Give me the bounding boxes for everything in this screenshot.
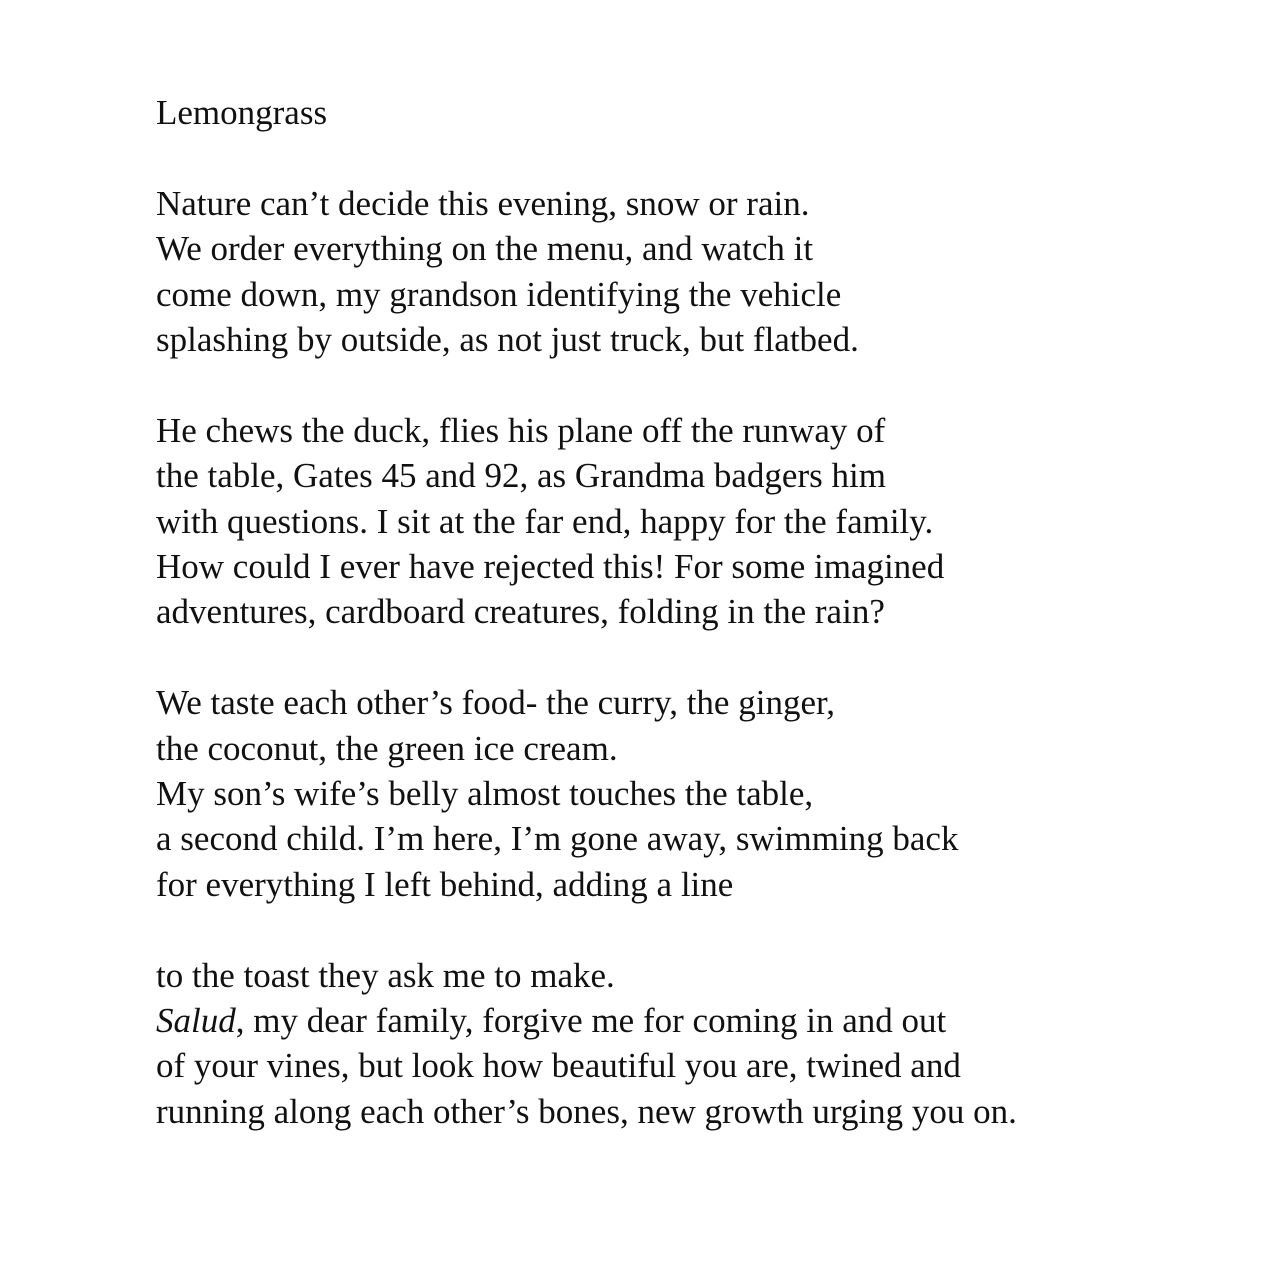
stanza-2	[156, 408, 1216, 635]
stanza-3	[156, 680, 1216, 907]
poem-line: We taste each other’s food- the curry, the ginger,	[156, 683, 835, 723]
poem-line: He chews the duck, flies his plane off the runway of	[156, 410, 886, 450]
poem-line: running along each other’s bones, new growth urging you on.	[156, 1091, 1017, 1131]
poem-line: My son’s wife’s belly almost touches the table,	[156, 774, 814, 814]
poem-line: the coconut, the green ice cream.	[156, 728, 618, 768]
poem-line: the table, Gates 45 and 92, as Grandma badgers him	[156, 456, 886, 496]
poem-line: a second child. I’m here, I’m gone away, swimming back	[156, 819, 959, 859]
poem-line: come down, my grandson identifying the vehicle	[156, 274, 842, 314]
poem-line: How could I ever have rejected this! For some imagined	[156, 547, 945, 587]
poem	[156, 90, 1216, 1134]
salud-rest: , my dear family, forgive me for coming in and out	[235, 1001, 947, 1041]
poem-line: We order everything on the menu, and watch it	[156, 229, 814, 269]
poem-line: splashing by outside, as not just truck, but flatbed.	[156, 320, 859, 359]
salud-italic: Salud	[156, 1001, 236, 1041]
poem-line-salud	[156, 998, 1216, 1043]
poem-line: for everything I left behind, adding a line	[156, 864, 734, 904]
poem-line: adventures, cardboard creatures, folding in the rain?	[156, 592, 885, 632]
poem-line: of your vines, but look how beautiful you are, twined and	[156, 1046, 961, 1086]
title-spacer	[156, 135, 1216, 180]
poem-line: with questions. I sit at the far end, happy for the family.	[156, 501, 934, 541]
stanza-1	[156, 181, 1216, 363]
poem-line: Nature can’t decide this evening, snow or rain.	[156, 183, 810, 223]
poem-line: to the toast they ask me to make.	[156, 955, 615, 995]
poem-title: Lemongrass	[156, 93, 328, 132]
stanza-4	[156, 953, 1216, 1135]
